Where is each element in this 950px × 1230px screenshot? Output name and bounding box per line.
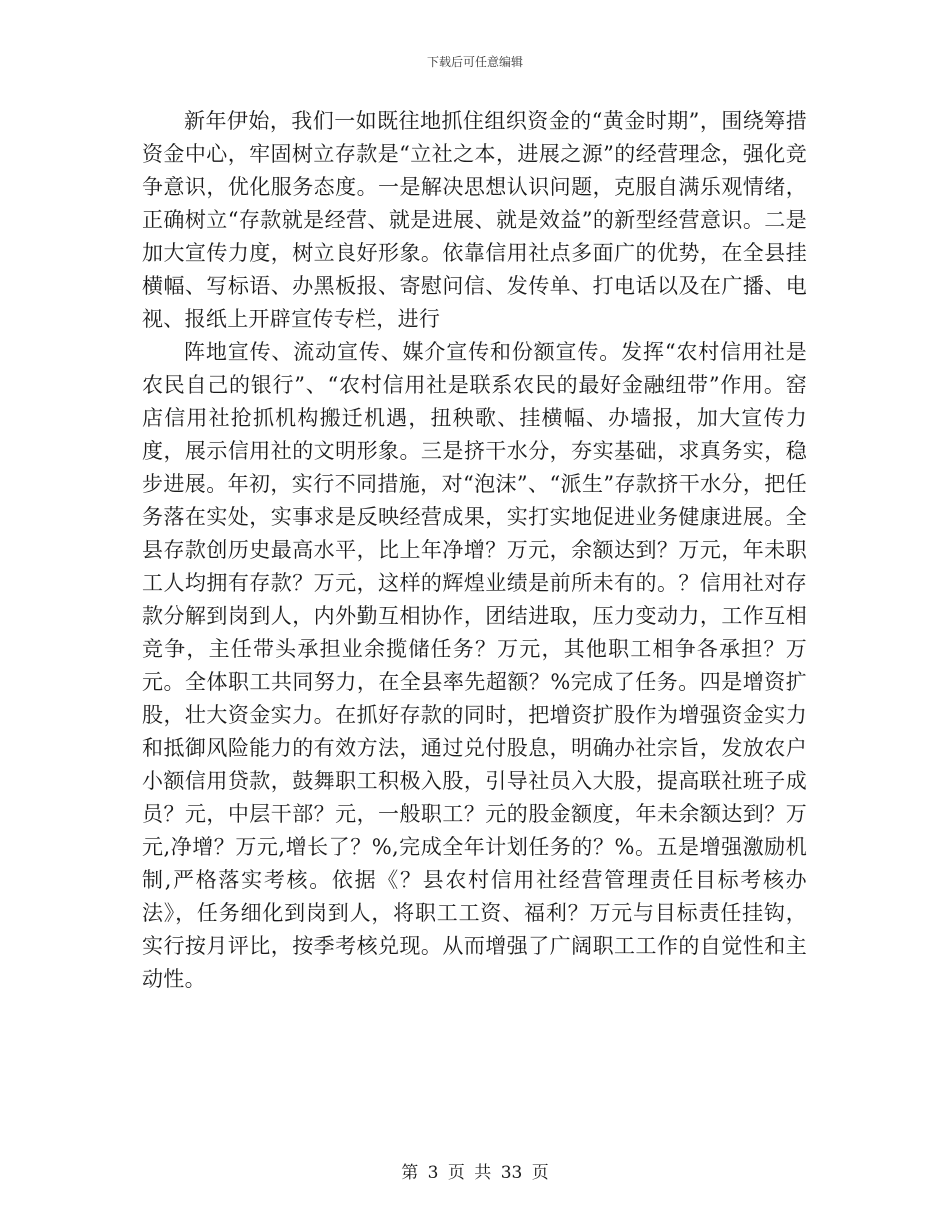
page-header: 下载后可任意编辑 — [426, 55, 523, 69]
paragraph: 阵地宣传、流动宣传、媒介宣传和份额宣传。发挥“农村信用社是农民自己的银行”、“农村信用社是联系农民的最好金融纽带”作用。窑店信用社抢抓机构搬迁机遇，扭秧歌、挂横幅、办墙报，加大宣传力度，展示信用社的文明形象。三是挤干水分，夯实基础，求真务实，稳步进展。年初，实行不同措施，对“泡沫”、“派生”存款挤干水分，把任务落在实处，实事求是反映经营成果，实打实地促进业务健康进展。全县存款创历史最高水平，比上年净增？万元，余额达到？万元，年未职工人均拥有存款？万元，这样的辉煌业绩是前所未有的。？信用社对存款分解到岗到人，内外勤互相协作，团结进取，压力变动力，工作互相竞争，主任带头承担业余揽储任务？万元，其他职工相争各承担？万元。全体职工共同努力，在全县率先超额？%完成了任务。四是增资扩股，壮大资金实力。在抓好存款的同时，把增资扩股作为增强资金实力和抵御风险能力的有效方法，通过兑付股息，明确办社宗旨，发放农户小额信用贷款，鼓舞职工积极入股，引导社员入大股，提高联社班子成员？元，中层干部？元，一般职工？元的股金额度，年未余额达到？万元,净增？万元,增长了？%,完成全年计划任务的？%。五是增强激励机制,严格落实考核。依据《？县农村信用社经营管理责任目标考核办法》，任务细化到岗到人，将职工工资、福利？万元与目标责任挂钩，实行按月评比，按季考核兑现。从而增强了广阔职工工作的自觉性和主动性。 — [142, 340, 807, 991]
document-body — [142, 105, 807, 996]
paragraph: 新年伊始，我们一如既往地抓住组织资金的“黄金时期”，围绕筹措资金中心，牢固树立存款是“立社之本，进展之源”的经营理念，强化竞争意识，优化服务态度。一是解决思想认识问题，克服自满乐观情绪，正确树立“存款就是经营、就是进展、就是效益”的新型经营意识。二是加大宣传力度，树立良好形象。依靠信用社点多面广的优势，在全县挂横幅、写标语、办黑板报、寄慰问信、发传单、打电话以及在广播、电视、报纸上开辟宣传专栏，进行 — [142, 109, 807, 331]
page-number-footer: 第 3 页 共 33 页 — [401, 1163, 549, 1183]
